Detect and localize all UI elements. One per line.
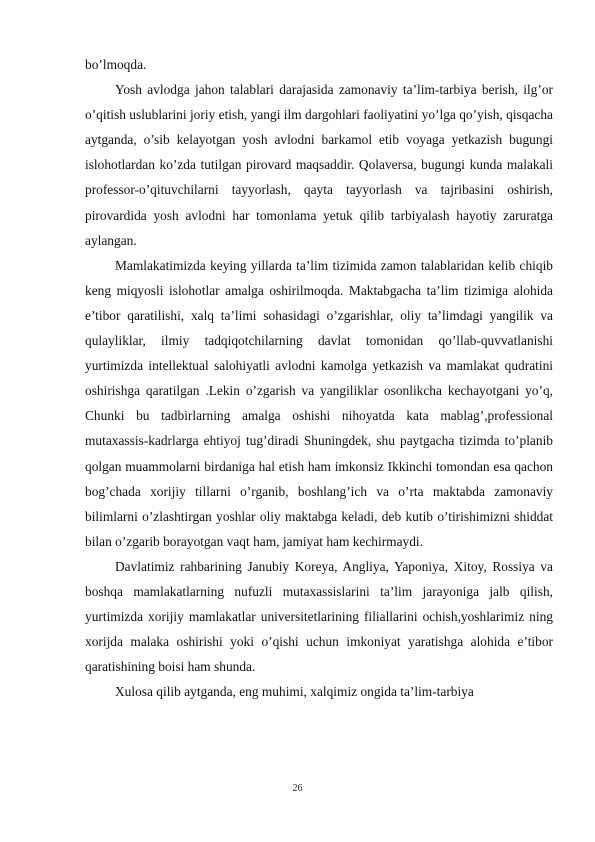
page-number: 26 <box>292 783 303 794</box>
paragraph-conclusion: Xulosa qilib aytganda, eng muhimi, xalqimiz ongida ta’lim-tarbiya <box>115 684 474 700</box>
paragraph-education-reforms: Mamlakatimizda keying yillarda ta’lim tizimida zamon talablaridan kelib chiqib keng miqyosli islohotlar amalga oshirilmoqda. Maktabgacha ta’lim tizimiga alohida e’tibor qaratilishi, xalq ta’limi sohasidagi o’zgarishlar, oliy ta’limdagi yangilik va qulayliklar, ilmiy tadqiqotchilarning davlat tomonidan qo’llab-quvvatlanishi yurtimizda intellektual salohiyatli avlodni kamolga yetkazish va mamlakat qudratini oshirishga qaratilgan .Lekin o’zgarish va yangiliklar osonlikcha kechayotgani yo’q, Chunki bu tadbirlarning amalga oshishi nihoyatda kata mablag’,professional mutaxassis-kadrlarga ehtiyoj tug’diradi Shuningdek, shu paytgacha tizimda to’planib qolgan muammolarni birdaniga hal etish ham imkonsiz Ikkinchi tomondan esa qachon bog’chada xorijiy tillarni o’rganib, boshlang’ich va o’rta maktabda zamonaviy bilimlarni o’zlashtirgan yoshlar oliy maktabga keladi, deb kutib o’tirishimizni shiddat bilan o’zgarib borayotgan vaqt ham, jamiyat ham kechirmaydi. <box>85 257 553 549</box>
document-page <box>85 52 553 704</box>
paragraph-continuation: bo’lmoqda. <box>85 57 147 72</box>
paragraph-youth-education: Yosh avlodga jahon talablari darajasida zamonaviy ta’lim-tarbiya berish, ilg’or o’qitish uslublarini joriy etish, yangi ilm dargohlari faoliyatini yo’lga qo’yish, qisqacha aytganda, o’sib kelayotgan yosh avlodni barkamol etib voyaga yetkazish bugungi islohotlardan ko’zda tutilgan pirovard maqsaddir. Qolaversa, bugungi kunda malakali professor-o’qituvchilarni tayyorlash, qayta tayyorlash va tajribasini oshirish, pirovardida yosh avlodni har tomonlama yetuk qilib tarbiyalash hayotiy zaruratga aylangan. <box>85 82 553 248</box>
paragraph-foreign-specialists: Davlatimiz rahbarining Janubiy Koreya, Angliya, Yaponiya, Xitoy, Rossiya va boshqa mamlakatlarning nufuzli mutaxassislarini ta’lim jarayoniga jalb qilish, yurtimizda xorijiy mamlakatlar universitetlarining filiallarini ochish,yoshlarimiz ning xorijda malaka oshirishi yoki o’qishi uchun imkoniyat yaratishga alohida e’tibor qaratishining boisi ham shunda. <box>85 558 553 675</box>
